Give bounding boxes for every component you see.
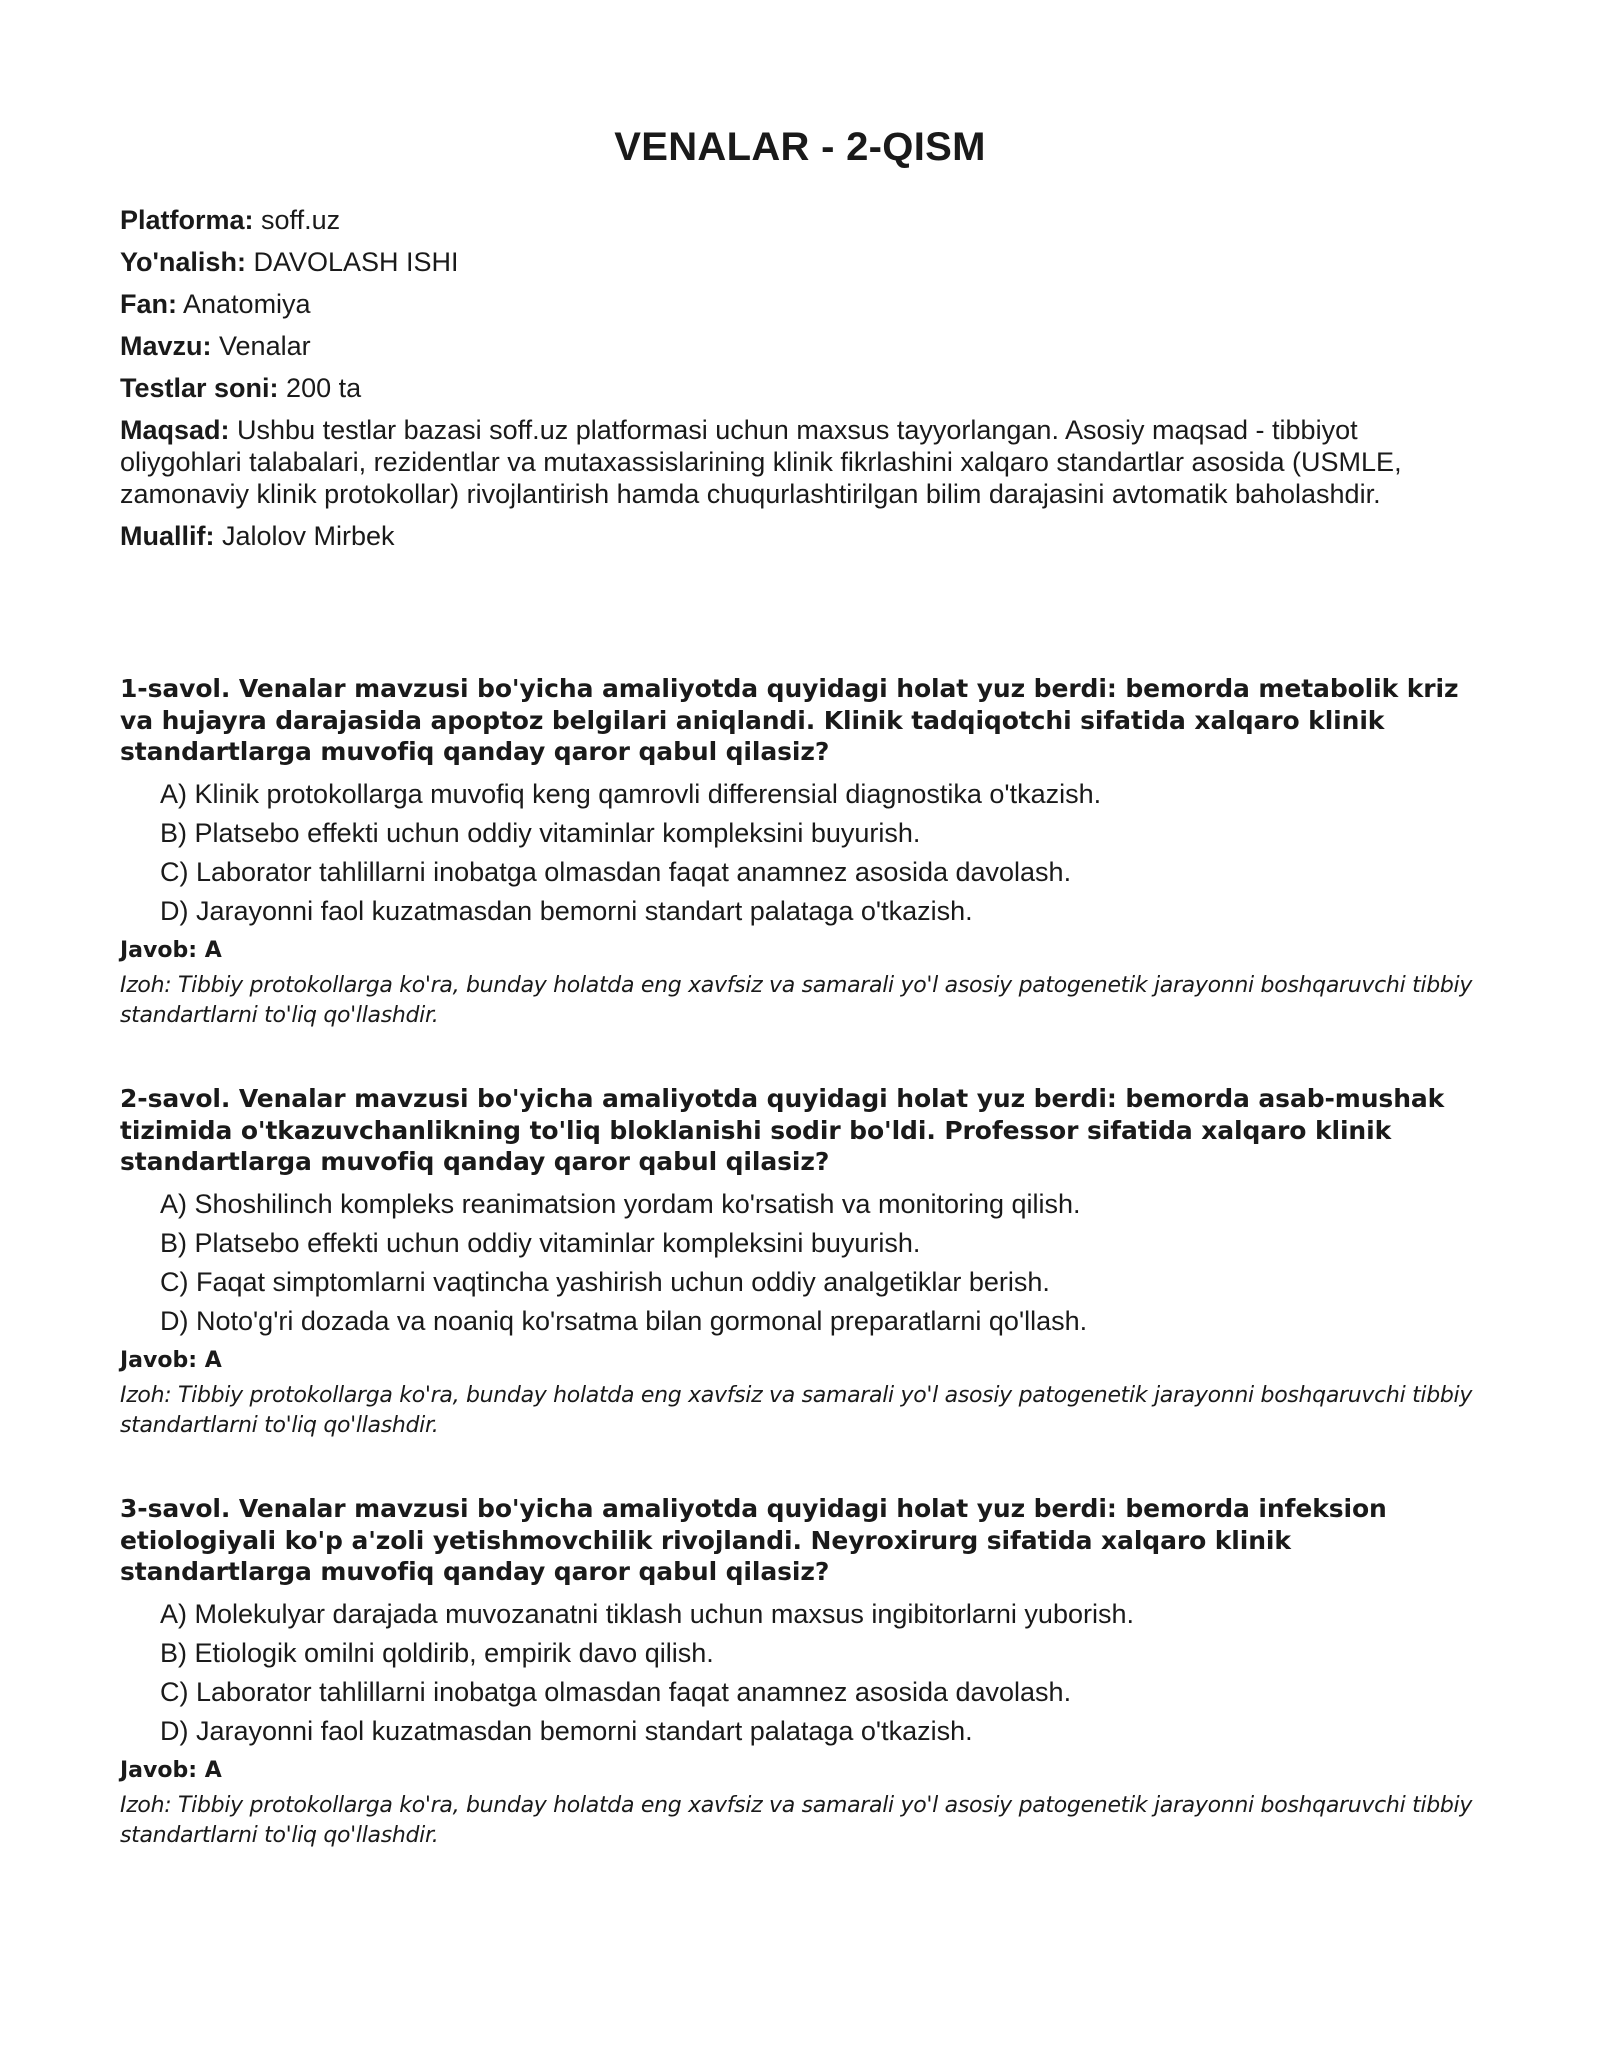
document-metadata <box>120 204 1480 562</box>
options-list <box>120 1598 1480 1747</box>
answer-label: Javob: A <box>120 937 222 963</box>
meta-test-count <box>120 372 1480 404</box>
meta-value: soff.uz <box>253 205 341 235</box>
document-title: VENALAR - 2-QISM <box>614 125 986 169</box>
question-text: 3-savol. Venalar mavzusi bo'yicha amaliyotda quyidagi holat yuz berdi: bemorda infeksion etiologiyali ko'p a'zoli yetishmovchilik rivojlandi. Neyroxirurg sifatida xalqaro klinik standartlarga muvofiq qanday qaror qabul qilasiz? <box>120 1494 1387 1586</box>
meta-value: Jalolov Mirbek <box>214 521 395 551</box>
meta-purpose <box>120 414 1480 510</box>
meta-value: Venalar <box>211 331 311 361</box>
meta-subject <box>120 288 1480 320</box>
explanation: Izoh: Tibbiy protokollarga ko'ra, bunday holatda eng xavfsiz va samarali yo'l asosiy patogenetik jarayonni boshqaruvchi tibbiy standartlarni to'liq qo'llashdir. <box>120 1792 1473 1848</box>
options-list <box>120 1188 1480 1337</box>
meta-value: DAVOLASH ISHI <box>245 247 459 277</box>
option-a: A) Molekulyar darajada muvozanatni tiklash uchun maxsus ingibitorlarni yuborish. <box>160 1598 1134 1629</box>
option-d: D) Jarayonni faol kuzatmasdan bemorni standart palataga o'tkazish. <box>160 1715 973 1746</box>
option-a: A) Klinik protokollarga muvofiq keng qamrovli differensial diagnostika o'tkazish. <box>160 778 1102 809</box>
explanation: Izoh: Tibbiy protokollarga ko'ra, bunday holatda eng xavfsiz va samarali yo'l asosiy patogenetik jarayonni boshqaruvchi tibbiy standartlarni to'liq qo'llashdir. <box>120 1382 1473 1438</box>
question-2 <box>120 1083 1480 1441</box>
option-d: D) Jarayonni faol kuzatmasdan bemorni standart palataga o'tkazish. <box>160 895 973 926</box>
answer-label: Javob: A <box>120 1347 222 1373</box>
meta-key: Yo'nalish: <box>120 247 246 277</box>
question-1 <box>120 673 1480 1031</box>
option-c: C) Laborator tahlillarni inobatga olmasdan faqat anamnez asosida davolash. <box>160 856 1072 887</box>
option-c: C) Laborator tahlillarni inobatga olmasdan faqat anamnez asosida davolash. <box>160 1676 1072 1707</box>
option-b: B) Platsebo effekti uchun oddiy vitaminlar kompleksini buyurish. <box>160 817 921 848</box>
meta-key: Muallif: <box>120 521 215 551</box>
question-3 <box>120 1493 1480 1851</box>
meta-key: Mavzu: <box>120 331 212 361</box>
question-text: 1-savol. Venalar mavzusi bo'yicha amaliyotda quyidagi holat yuz berdi: bemorda metabolik kriz va hujayra darajasida apoptoz belgilari aniqlandi. Klinik tadqiqotchi sifatida xalqaro klinik standartlarga muvofiq qanday qaror qabul qilasiz? <box>120 674 1459 766</box>
meta-value: Ushbu testlar bazasi soff.uz platformasi uchun maxsus tayyorlangan. Asosiy maqsad - tibbiyot oliygohlari talabalari, rezidentlar va mutaxassislarining klinik fikrlashini xalqaro standartlar asosida (USMLE, zamonaviy klinik protokollar) rivojlantirish hamda chuqurlashtirilgan bilim darajasini avtomatik baholashdir. <box>120 415 1402 509</box>
explanation: Izoh: Tibbiy protokollarga ko'ra, bunday holatda eng xavfsiz va samarali yo'l asosiy patogenetik jarayonni boshqaruvchi tibbiy standartlarni to'liq qo'llashdir. <box>120 972 1473 1028</box>
meta-topic <box>120 330 1480 362</box>
meta-key: Platforma: <box>120 205 254 235</box>
meta-author <box>120 520 1480 552</box>
meta-value: Anatomiya <box>177 289 311 319</box>
meta-direction <box>120 246 1480 278</box>
meta-key: Maqsad: <box>120 415 230 445</box>
meta-key: Fan: <box>120 289 177 319</box>
meta-value: 200 ta <box>278 373 362 403</box>
option-b: B) Platsebo effekti uchun oddiy vitaminlar kompleksini buyurish. <box>160 1227 921 1258</box>
option-d: D) Noto'g'ri dozada va noaniq ko'rsatma bilan gormonal preparatlarni qo'llash. <box>160 1305 1088 1336</box>
question-text: 2-savol. Venalar mavzusi bo'yicha amaliyotda quyidagi holat yuz berdi: bemorda asab-mushak tizimida o'tkazuvchanlikning to'liq bloklanishi sodir bo'ldi. Professor sifatida xalqaro klinik standartlarga muvofiq qanday qaror qabul qilasiz? <box>120 1084 1445 1176</box>
option-b: B) Etiologik omilni qoldirib, empirik davo qilish. <box>160 1637 714 1668</box>
meta-platform <box>120 204 1480 236</box>
meta-key: Testlar soni: <box>120 373 279 403</box>
answer-label: Javob: A <box>120 1757 222 1783</box>
option-a: A) Shoshilinch kompleks reanimatsion yordam ko'rsatish va monitoring qilish. <box>160 1188 1081 1219</box>
option-c: C) Faqat simptomlarni vaqtincha yashirish uchun oddiy analgetiklar berish. <box>160 1266 1050 1297</box>
options-list <box>120 778 1480 927</box>
